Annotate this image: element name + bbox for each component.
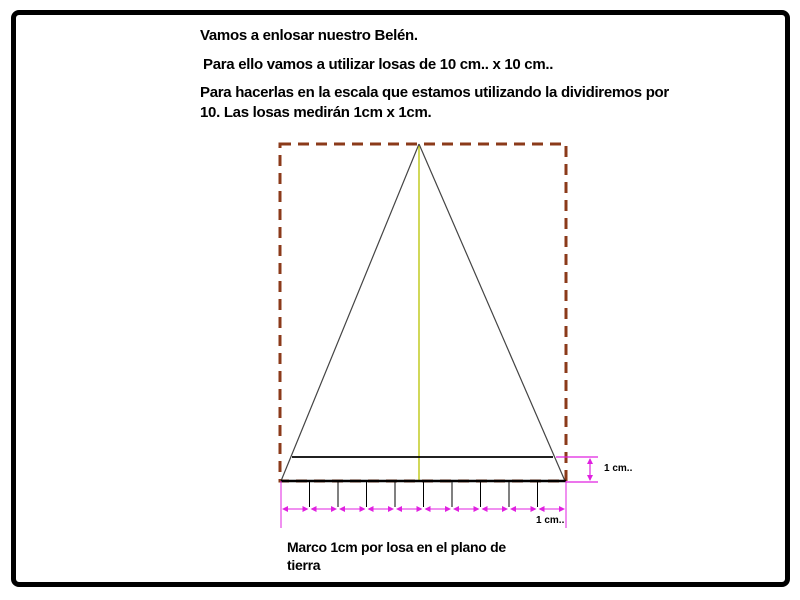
caption-line-1: Marco 1cm por losa en el plano de — [287, 539, 506, 555]
triangle-right-side — [419, 144, 565, 481]
tile-size-line: Para ello vamos a utilizar losas de 10 cm.. x 10 cm.. — [203, 56, 554, 73]
caption-line-2: tierra — [287, 557, 321, 573]
width-ticks — [281, 481, 566, 528]
dashed-frame — [280, 144, 566, 481]
scale-line-1: Para hacerlas en la escala que estamos utilizando la dividiremos por — [200, 84, 669, 101]
intro-line: Vamos a enlosar nuestro Belén. — [200, 27, 418, 44]
scale-line-2: 10. Las losas medirán 1cm x 1cm. — [200, 104, 432, 121]
height-dim-label: 1 cm.. — [604, 463, 633, 474]
triangle-left-side — [281, 144, 419, 481]
width-dim-label: 1 cm.. — [536, 515, 565, 526]
